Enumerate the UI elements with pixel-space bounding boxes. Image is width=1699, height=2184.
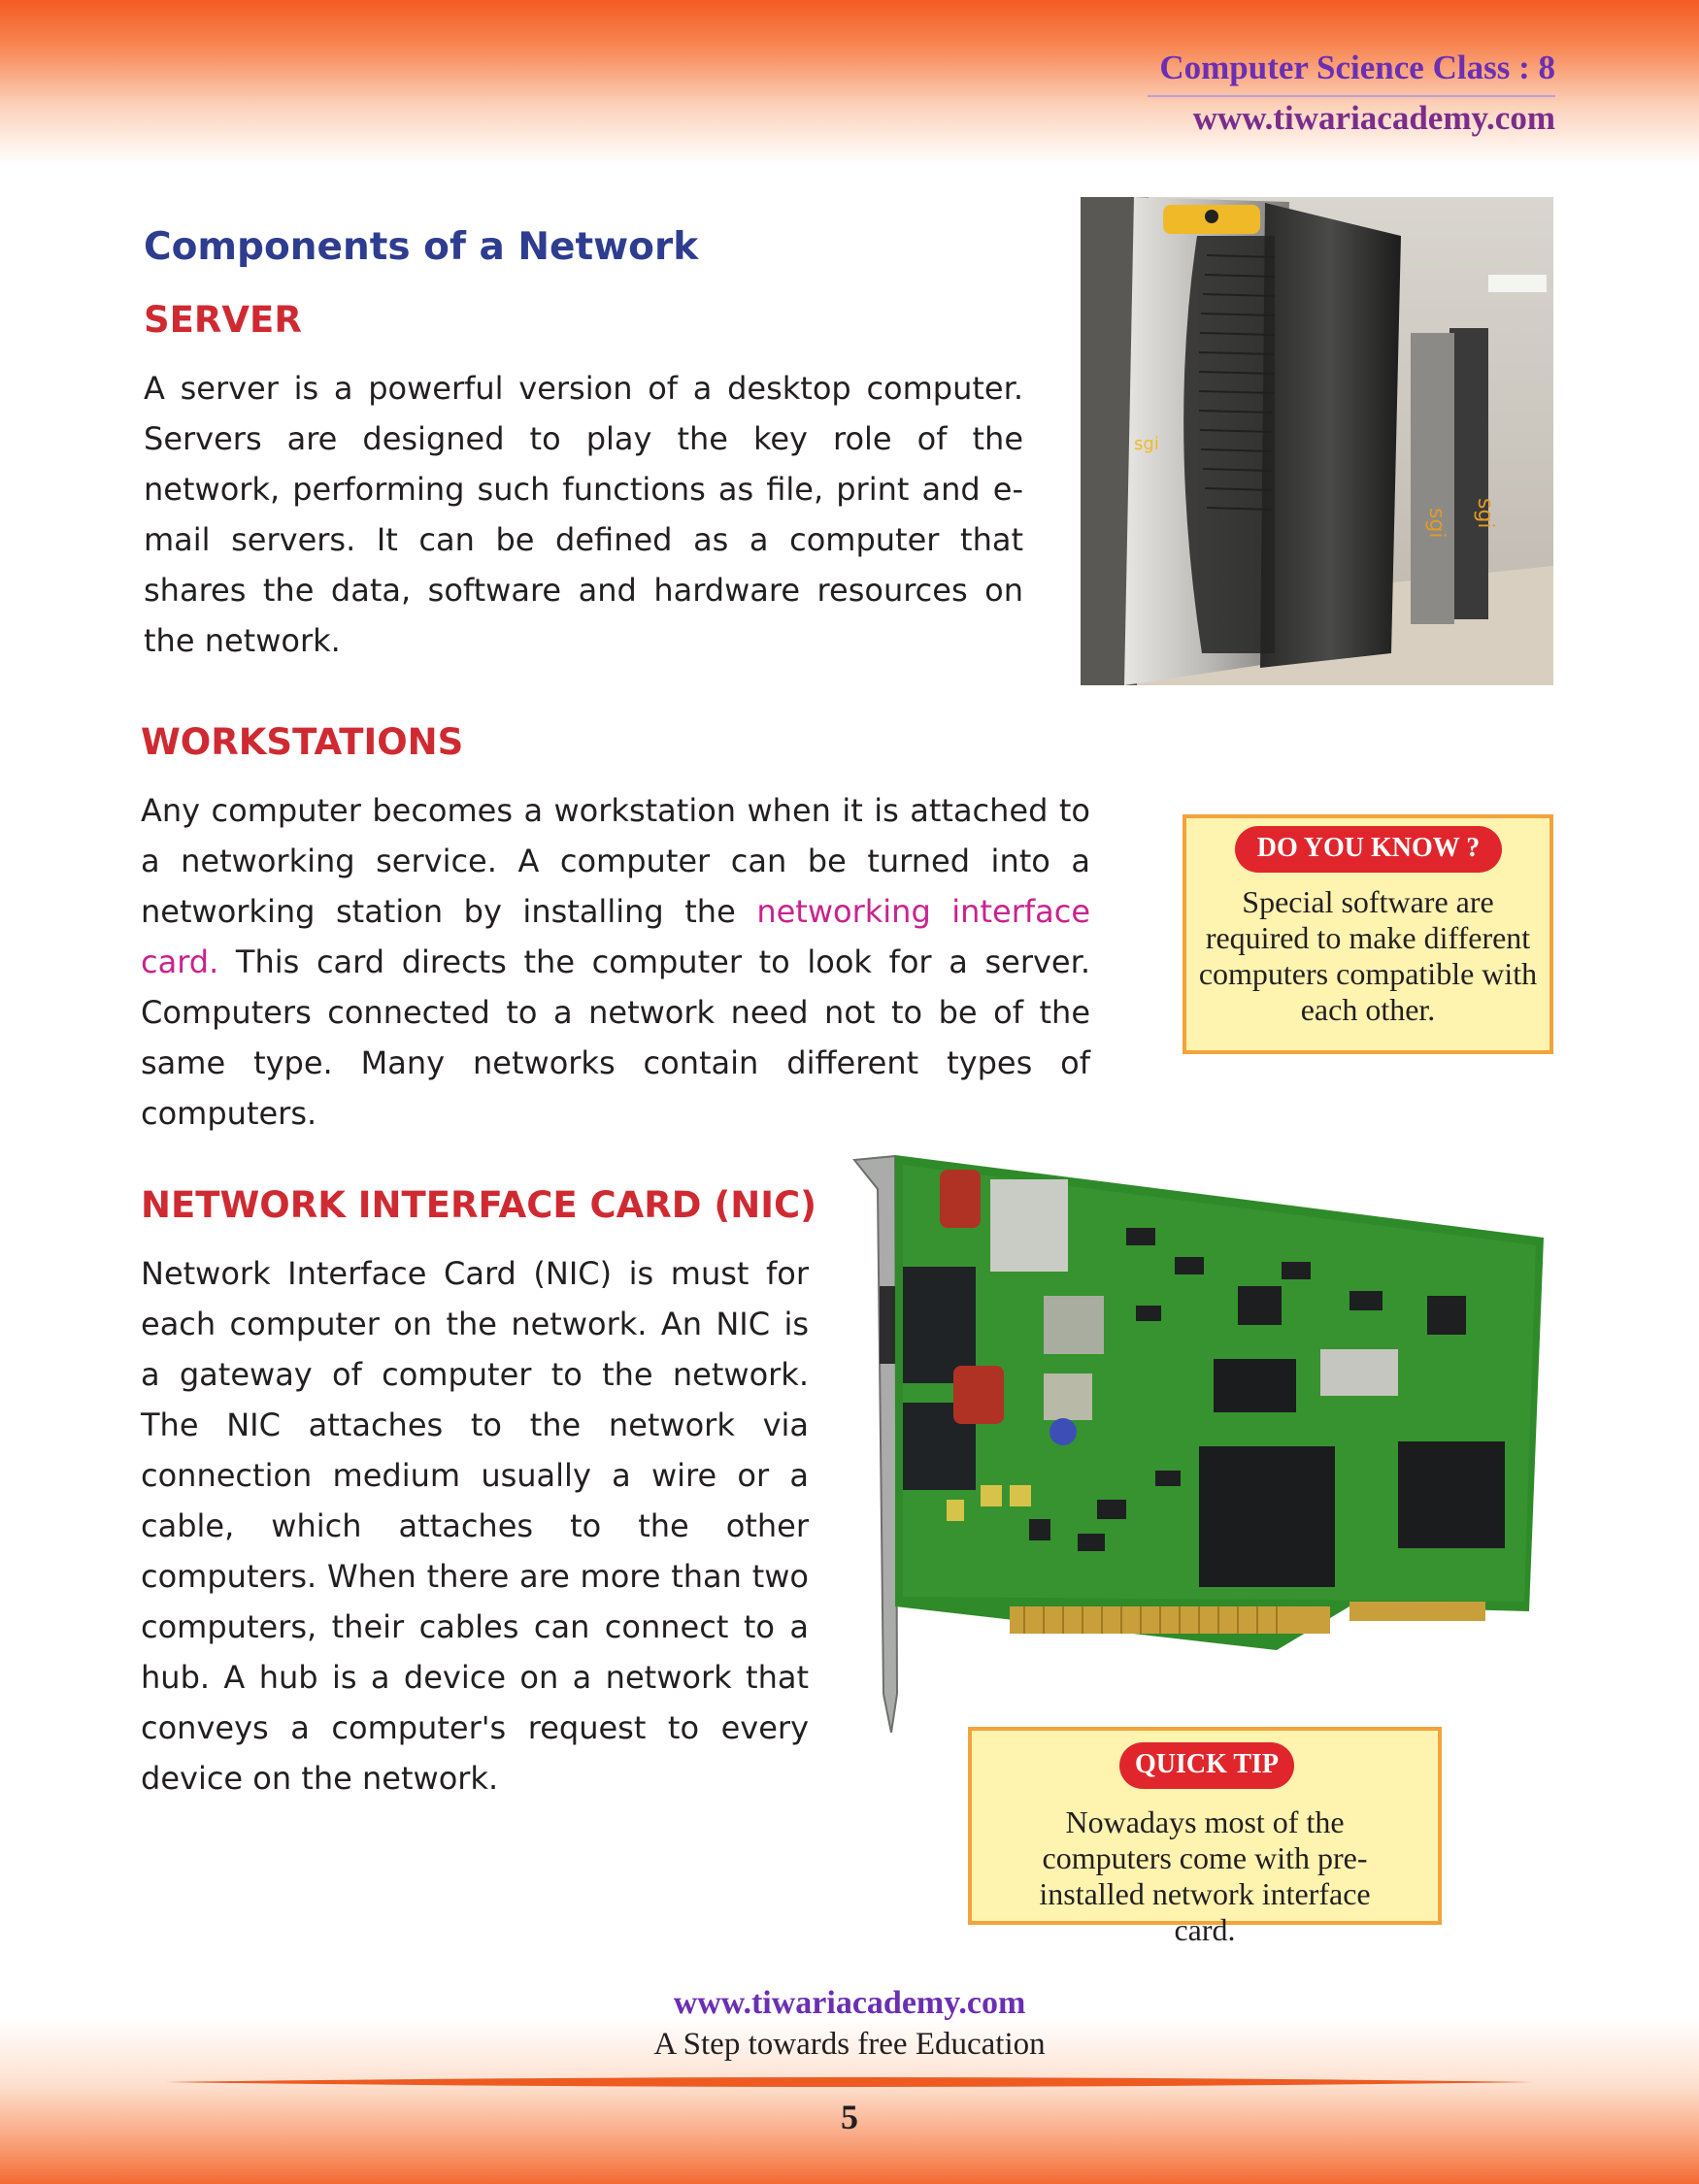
quick-tip-text: Nowadays most of the computers come with pre-installed network interface card. bbox=[1039, 1804, 1371, 1947]
workstations-text-start: Any computer becomes a workstation when it is attached to a networking service. A computer can be turned into a networking station by installing the bbox=[141, 792, 1090, 930]
header-website-link[interactable]: www.tiwariacademy.com bbox=[1192, 99, 1555, 137]
server-brand-label: sgi bbox=[1134, 434, 1159, 454]
quick-tip-box bbox=[968, 1727, 1442, 1947]
workstations-heading: WORKSTATIONS bbox=[141, 721, 464, 763]
server-paragraph: A server is a powerful version of a desktop computer. Servers are designed to play the key role of the network, performing such functions as file, print and e-mail servers. It can be defined as a computer that shares the data, software and hardware resources on the network. bbox=[144, 370, 1023, 659]
server-photo bbox=[1081, 197, 1553, 685]
footer-website-link[interactable]: www.tiwariacademy.com bbox=[673, 1985, 1026, 2021]
quick-tip-badge: QUICK TIP bbox=[1119, 1742, 1294, 1789]
server-heading: SERVER bbox=[144, 299, 302, 341]
network-card-illustration bbox=[845, 1150, 1544, 1733]
header-class-title: Computer Science Class : 8 bbox=[1159, 49, 1555, 86]
nic-heading: NETWORK INTERFACE CARD (NIC) bbox=[141, 1184, 817, 1226]
workstations-paragraph bbox=[141, 785, 1090, 1139]
nic-card-photo bbox=[845, 1150, 1544, 1733]
svg-text:sgi: sgi bbox=[1473, 498, 1497, 529]
do-you-know-badge: DO YOU KNOW ? bbox=[1235, 826, 1502, 873]
do-you-know-box bbox=[1183, 814, 1553, 1054]
networking-interface-card-highlight: networking interface card. bbox=[141, 893, 1091, 980]
footer-divider bbox=[165, 2075, 1534, 2089]
footer-tagline: A Step towards free Education bbox=[653, 2027, 1046, 2062]
do-you-know-text: Special software are required to make different computers compatible with each other. bbox=[1198, 884, 1538, 1027]
server-rack-illustration bbox=[1081, 197, 1553, 685]
section-title: Components of a Network bbox=[144, 225, 699, 269]
page-number: 5 bbox=[841, 2098, 858, 2136]
nic-paragraph: Network Interface Card (NIC) is must for each computer on the network. An NIC is a gateway of computer to the network. The NIC attaches to the network via connection medium usually a wire or a cable, which attaches to the other computers. When there are more than two computers, their cables can connect to a hub. A hub is a device on a network that conveys a computer's request to every device on the network. bbox=[141, 1255, 809, 1797]
workstations-text-end: This card directs the computer to look for a server. Computers connected to a network need not to be of the same type. Many networks contain different types of computers. bbox=[141, 943, 1090, 1132]
svg-text:sgi: sgi bbox=[1424, 508, 1449, 539]
header-divider bbox=[1148, 95, 1555, 97]
